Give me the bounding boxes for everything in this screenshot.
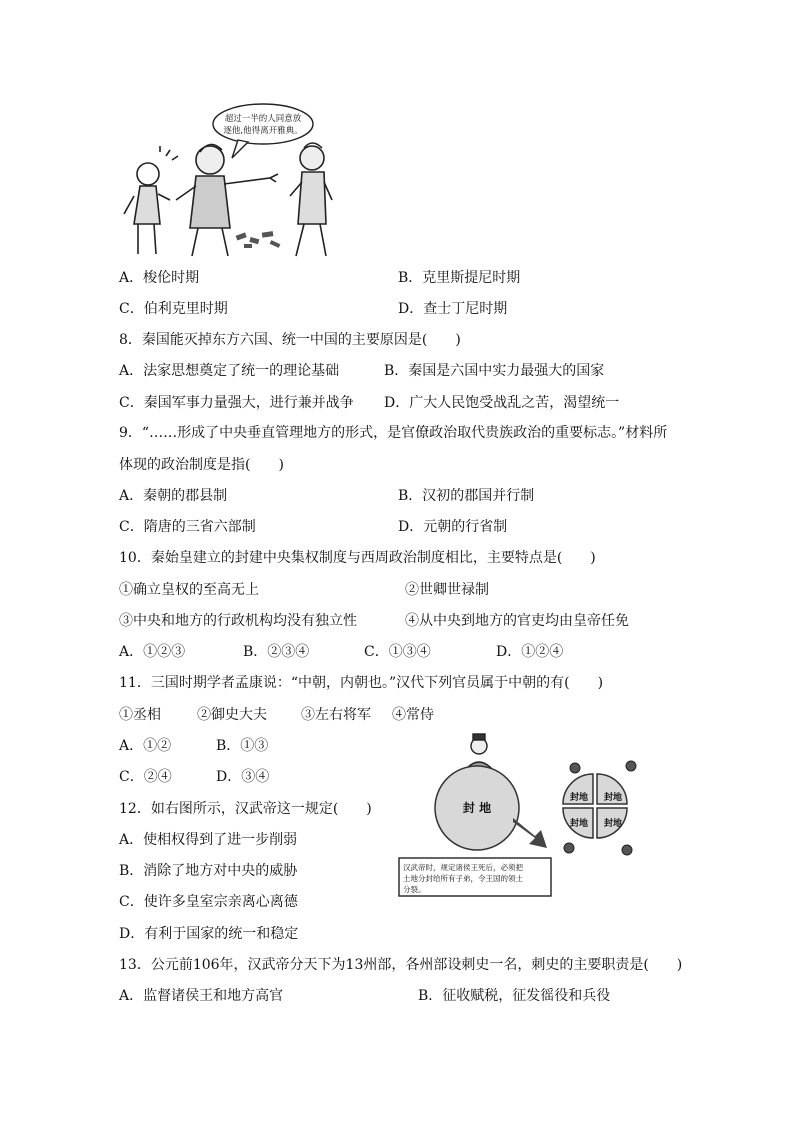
- q11-stem: 11．三国时期学者孟康说：“中朝，内朝也。”汉代下列官员属于中朝的有( ): [119, 675, 604, 691]
- q10-option-a: A．①②③: [119, 644, 186, 660]
- q7-option-c: C．伯利克里时期: [119, 301, 228, 317]
- q10-statement-3: ③中央和地方的行政机构均没有独立性: [119, 613, 357, 629]
- ostracism-cartoon: [120, 96, 340, 262]
- q13-option-a: A．监督诸侯王和地方高官: [119, 988, 284, 1004]
- citizen-left: [124, 146, 178, 254]
- q8-option-b: B．秦国是六国中实力最强大的国家: [384, 363, 605, 379]
- q10-stem: 10．秦始皇建立的封建中央集权制度与西周政治制度相比，主要特点是( ): [119, 550, 596, 566]
- q11-statement-2: ②御史大夫: [197, 707, 267, 723]
- q12-option-b: B．消除了地方对中央的威胁: [119, 863, 298, 879]
- q8-stem: 8．秦国能灭掉东方六国、统一中国的主要原因是( ): [119, 332, 461, 348]
- ostraca-shards: [236, 231, 281, 248]
- q9-option-b: B．汉初的郡国并行制: [398, 488, 535, 504]
- q12-stem: 12．如右图所示，汉武帝这一规定( ): [119, 801, 372, 817]
- q8-option-c: C．秦国军事力量强大，进行兼并战争: [119, 395, 354, 411]
- q9-option-a: A．秦朝的郡县制: [119, 488, 228, 504]
- piece-label-4: 封地: [603, 819, 623, 829]
- q7-option-a: A．梭伦时期: [119, 270, 200, 286]
- caption-line-2: 土地分封给所有子弟，令王国的领土: [403, 874, 523, 883]
- q11-option-c: C．②④: [119, 769, 172, 785]
- q10-option-d: D．①②④: [496, 644, 564, 660]
- speech-text-1: 超过一半的人同意放: [224, 114, 302, 124]
- q7-option-b: B．克里斯提尼时期: [398, 270, 521, 286]
- speech-text-2: 逐他,他得离开雅典。: [223, 126, 303, 136]
- q12-option-d: D．有利于国家的统一和稳定: [119, 926, 299, 942]
- q7-option-d: D．查士丁尼时期: [398, 301, 508, 317]
- q11-statement-4: ④常侍: [392, 707, 434, 723]
- q11-option-b: B．①③: [216, 738, 269, 754]
- q9-option-c: C．隋唐的三省六部制: [119, 519, 256, 535]
- big-fief-label: 封 地: [462, 801, 492, 815]
- q8-option-d: D．广大人民饱受战乱之苦，渴望统一: [384, 395, 620, 411]
- fief-division-figure: [395, 732, 650, 902]
- q9-option-d: D．元朝的行省制: [398, 519, 508, 535]
- caption-line-3: 分裂。: [403, 885, 426, 894]
- caption-line-1: 汉武帝时，规定诸侯王死后，必须把: [403, 863, 523, 872]
- q11-option-d: D．③④: [216, 769, 270, 785]
- q11-option-a: A．①②: [119, 738, 172, 754]
- citizen-exiled: [290, 143, 332, 256]
- piece-label-3: 封地: [569, 819, 589, 829]
- q12-option-c: C．使许多皇室宗亲离心离德: [119, 894, 298, 910]
- q11-statement-1: ①丞相: [119, 707, 161, 723]
- q13-stem: 13．公元前106年，汉武帝分天下为13州部，各州部设刺史一名，刺史的主要职责是( ): [119, 957, 683, 973]
- q11-statement-3: ③左右将军: [301, 707, 371, 723]
- piece-label-1: 封地: [569, 793, 589, 803]
- q8-option-a: A．法家思想奠定了统一的理论基础: [119, 363, 340, 379]
- q13-option-b: B．征收赋税，征发徭役和兵役: [418, 988, 611, 1004]
- q12-option-a: A．使相权得到了进一步削弱: [119, 832, 298, 848]
- q9-stem-line1: 9．“……形成了中央垂直管理地方的形式，是官僚政治取代贵族政治的重要标志。”材料所: [119, 425, 668, 441]
- q10-statement-4: ④从中央到地方的官吏均由皇帝任免: [405, 613, 629, 629]
- q9-stem-line2: 体现的政治制度是指( ): [119, 457, 284, 473]
- q10-statement-2: ②世卿世禄制: [405, 582, 489, 598]
- citizen-pointing: [176, 144, 278, 256]
- q10-option-c: C．①③④: [364, 644, 431, 660]
- arrow-icon: [513, 818, 547, 848]
- piece-label-2: 封地: [603, 793, 623, 803]
- emperor-figure: [465, 734, 493, 770]
- q10-option-b: B．②③④: [243, 644, 310, 660]
- q10-statement-1: ①确立皇权的至高无上: [119, 582, 259, 598]
